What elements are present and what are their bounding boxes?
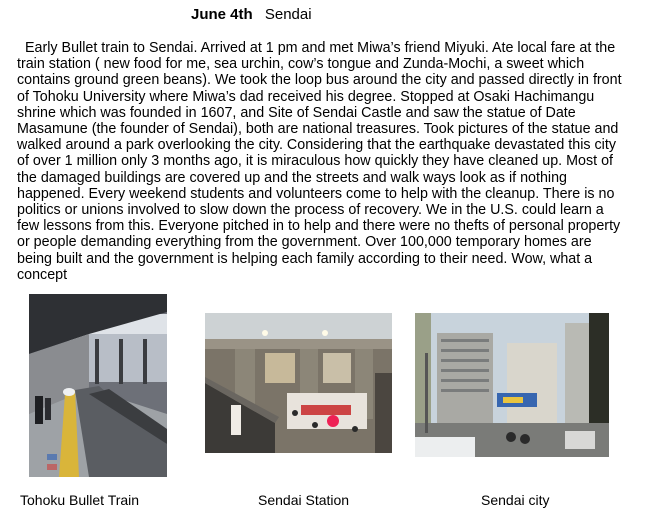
title-place: Sendai <box>264 6 312 23</box>
title-date: June 4th <box>191 6 253 23</box>
bullet-train-photo <box>29 294 167 477</box>
caption-sendai-station: Sendai Station <box>258 492 350 508</box>
sendai-city-photo <box>415 313 609 457</box>
journal-paragraph: Early Bullet train to Sendai. Arrived at 1 pm and met Miwa’s friend Miyuki. Ate local fare at the train station ( new food for me, sea urchin, cow’s tongue and Zunda-Mochi, a sweet which contains ground green beans). We took the loop bus around the city and passed directly in front of Tohoku University where Miwa’s dad received his degree. Stopped at Osaki Hachimangu shrine which was founded in 1607, and Site of Sendai Castle and saw the statue of Date Masamune (the founder of Sendai), both are national treasures. Took pictures of the statue and walked around a park overlooking the city. Considering that the earthquake devastated this city of over 1 million only 3 months ago, it is miraculous how quickly they have cleaned up. Most of the damaged buildings are covered up and the streets and walk ways look as if nothing happened. Every weekend students and volunteers come to help with the cleanup. There is no politics or unions involved to slow down the process of recovery. We in the U.S. could learn a few lessons from this. Everyone pitched in to help and there were no thefts of personal property or people demanding everything from the government. Over 100,000 temporary homes are being built and the government is helping each family according to their need. Wow, what a concept <box>17 40 622 283</box>
caption-sendai-city: Sendai city <box>481 492 550 508</box>
caption-bullet-train: Tohoku Bullet Train <box>20 492 140 508</box>
page-title <box>191 5 312 25</box>
sendai-station-photo <box>205 313 392 453</box>
